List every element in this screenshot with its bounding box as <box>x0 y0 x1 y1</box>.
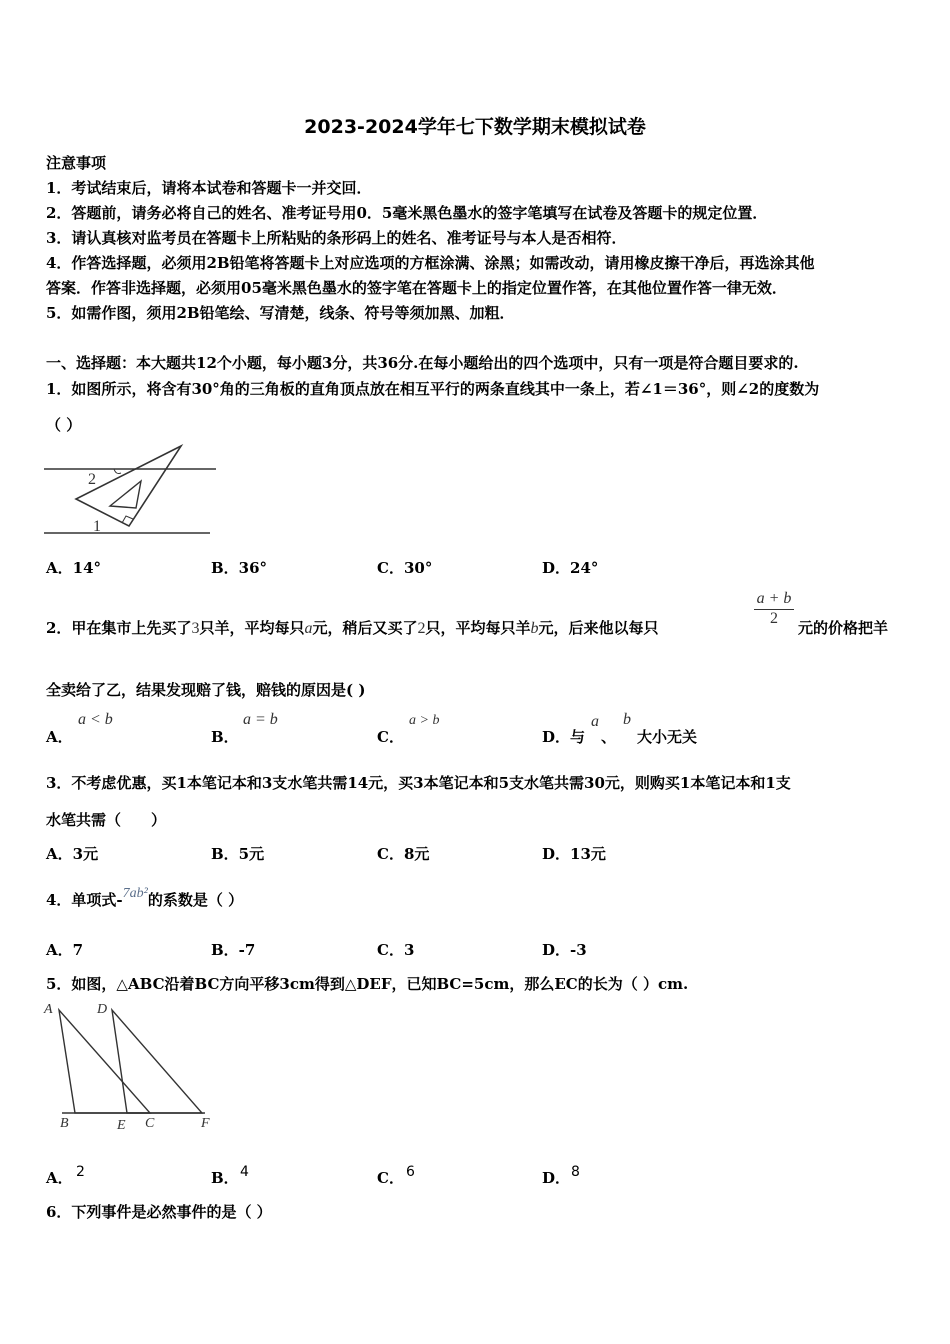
q3-option-c: C．8元 <box>377 845 430 863</box>
q2-option-d-end: 大小无关 <box>637 728 698 746</box>
q4-option-a: A．7 <box>46 941 84 959</box>
q4-option-d: D．-3 <box>542 941 587 959</box>
question-3-line2: 水笔共需（ ） <box>46 811 167 829</box>
question-1-figure <box>44 440 219 540</box>
q2-option-c-math: a > b <box>409 713 440 728</box>
q5-option-c-label: C． <box>377 1169 404 1187</box>
fraction <box>752 590 796 628</box>
fraction-numerator: a + b <box>756 590 792 607</box>
question-2-line2: 全卖给了乙，结果发现赔了钱，赔钱的原因是( ) <box>46 681 366 699</box>
fraction-denominator: 2 <box>770 610 778 627</box>
notice-item: 3．请认真核对监考员在答题卡上所粘贴的条形码上的姓名、准考证号与本人是否相符． <box>46 229 627 247</box>
question-1-text: 1．如图所示，将含有30°角的三角板的直角顶点放在相互平行的两条直线其中一条上，若∠1＝36°，则∠2的度数为 <box>46 380 820 398</box>
question-1-paren: （ ） <box>46 416 82 434</box>
notice-item: 4．作答选择题，必须用2B铅笔将答题卡上对应选项的方框涂满、涂黑；如需改动，请用橡皮擦干净后，再选涂其他 <box>46 254 815 272</box>
q2-option-b-label: B． <box>211 728 239 746</box>
question-3-text: 3．不考虑优惠，买1本笔记本和3支水笔共需14元，买3本笔记本和5支水笔共需30元，则购买1本笔记本和1支 <box>46 774 791 792</box>
q5-option-d-label: D． <box>542 1169 571 1187</box>
q4-option-c: C．3 <box>377 941 415 959</box>
q3-option-a: A．3元 <box>46 845 99 863</box>
q2-option-d-b: b <box>623 711 631 728</box>
q3-option-b: B．5元 <box>211 845 265 863</box>
q4-option-b: B．-7 <box>211 941 256 959</box>
angle-1-label: 1 <box>93 518 101 535</box>
section-heading: 一、选择题：本大题共12个小题，每小题3分，共36分.在每小题给出的四个选项中，只有一项是符合题目要求的. <box>46 354 799 372</box>
q5-option-a-value: 2 <box>76 1164 85 1180</box>
monomial: 7ab² <box>122 886 148 901</box>
angle-2-label: 2 <box>88 471 96 488</box>
question-2-tail: 元的价格把羊 <box>798 619 889 637</box>
q2-option-b-math: a = b <box>243 711 278 728</box>
point-a-label: A <box>44 1002 53 1017</box>
q1-option-d: D．24° <box>542 559 599 577</box>
q2-option-a-math: a < b <box>78 711 113 728</box>
q2-option-d-a: a <box>591 713 599 730</box>
q2-option-a-label: A． <box>46 728 73 746</box>
notice-item: 1．考试结束后，请将本试卷和答题卡一并交回． <box>46 179 372 197</box>
point-c-label: C <box>145 1116 155 1131</box>
q5-option-c-value: 6 <box>406 1164 415 1180</box>
question-5-figure <box>40 998 220 1133</box>
notice-heading: 注意事项 <box>46 154 107 172</box>
point-d-label: D <box>97 1002 108 1017</box>
notice-item: 2．答题前，请务必将自己的姓名、准考证号用0．5毫米黑色墨水的签字笔填写在试卷及答题卡的规定位置． <box>46 204 768 222</box>
q3-option-d: D．13元 <box>542 845 606 863</box>
q1-option-b: B．36° <box>211 559 268 577</box>
point-b-label: B <box>60 1116 69 1131</box>
question-2-text: 2．甲在集市上先买了3只羊，平均每只a元，稍后又买了2只，平均每只羊b元，后来他以每只 <box>46 619 659 637</box>
point-f-label: F <box>201 1116 210 1131</box>
q5-option-d-value: 8 <box>571 1164 580 1180</box>
question-5-text: 5．如图，△ABC沿着BC方向平移3cm得到△DEF，已知BC=5cm，那么EC的长为（ ）cm. <box>46 975 689 993</box>
notice-item: 答案．作答非选择题，必须用05毫米黑色墨水的签字笔在答题卡上的指定位置作答，在其他位置作答一律无效． <box>46 279 787 297</box>
q5-option-b-value: 4 <box>240 1164 249 1180</box>
q5-option-a-label: A． <box>46 1169 73 1187</box>
q2-option-c-label: C． <box>377 728 404 746</box>
page-title: 2023-2024学年七下数学期末模拟试卷 <box>304 116 646 138</box>
q2-option-d-sep: 、 <box>601 728 617 746</box>
q1-option-c: C．30° <box>377 559 433 577</box>
point-e-label: E <box>117 1118 126 1133</box>
question-6-text: 6．下列事件是必然事件的是（ ） <box>46 1203 272 1221</box>
question-4-text: 4．单项式-7ab²的系数是（ ） <box>46 886 244 909</box>
q2-option-d-label: D．与 <box>542 728 586 746</box>
notice-item: 5．如需作图，须用2B铅笔绘、写清楚，线条、符号等须加黑、加粗． <box>46 304 515 322</box>
q1-option-a: A．14° <box>46 559 102 577</box>
q5-option-b-label: B． <box>211 1169 239 1187</box>
